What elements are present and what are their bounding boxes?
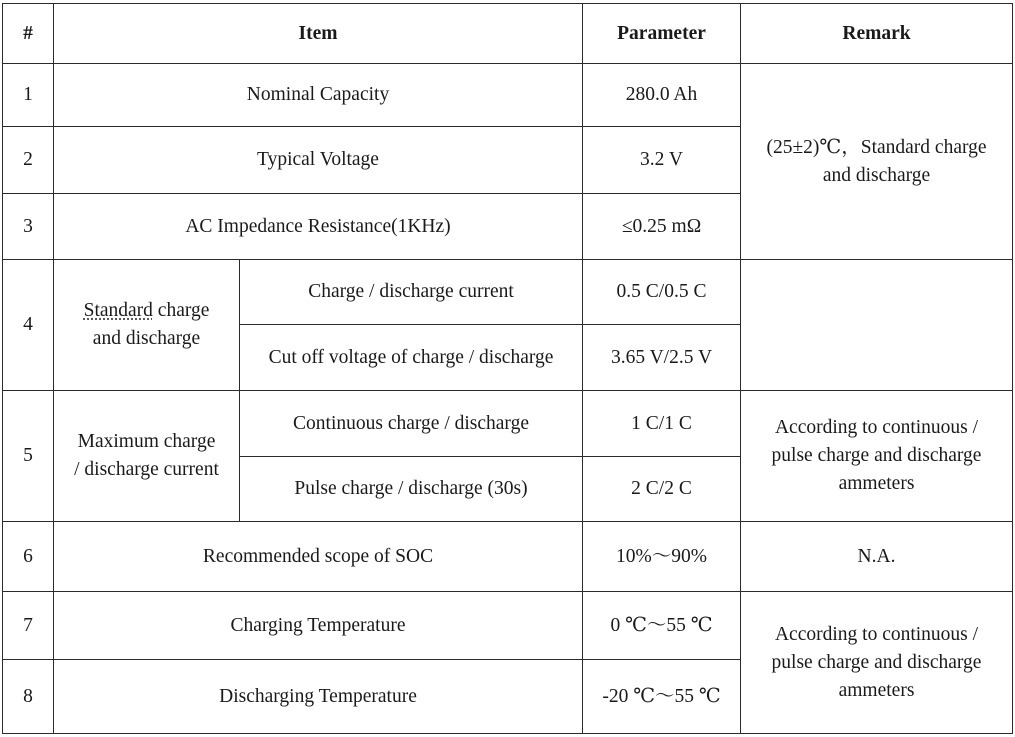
row-number: 8: [3, 660, 54, 734]
row-number: 4: [3, 260, 54, 391]
row-number: 1: [3, 64, 54, 127]
remark-line: and discharge: [822, 164, 931, 186]
group-item-cell: [54, 391, 240, 522]
table-row-6: [3, 522, 1013, 592]
specification-table: [2, 3, 1013, 734]
table-row-4a: [3, 260, 1013, 325]
remark-line: ammeters: [838, 679, 915, 701]
group-label: / discharge current: [74, 459, 219, 480]
header-parameter: Parameter: [583, 4, 741, 64]
table-row-7: [3, 592, 1013, 660]
remark-cell-row-4: [741, 260, 1013, 391]
item-cell: Charging Temperature: [54, 592, 583, 660]
group-label: charge: [152, 300, 210, 321]
row-number: 7: [3, 592, 54, 660]
remark-line: pulse charge and discharge: [771, 651, 982, 673]
row-number: 6: [3, 522, 54, 592]
sub-item-cell: Pulse charge / discharge (30s): [240, 457, 583, 522]
parameter-cell: -20 ℃～55 ℃: [583, 660, 741, 734]
header-remark: Remark: [741, 4, 1013, 64]
parameter-cell: 0.5 C/0.5 C: [583, 260, 741, 325]
item-cell: Recommended scope of SOC: [54, 522, 583, 592]
header-num: #: [3, 4, 54, 64]
group-label: Maximum charge: [77, 431, 216, 452]
group-label: and discharge: [92, 328, 201, 349]
header-row: [3, 4, 1013, 64]
sub-item-cell: Continuous charge / discharge: [240, 391, 583, 457]
group-item-cell: [54, 260, 240, 391]
parameter-cell: 10%～90%: [583, 522, 741, 592]
parameter-cell: 3.2 V: [583, 127, 741, 194]
remark-line: pulse charge and discharge: [771, 445, 982, 466]
row-number: 5: [3, 391, 54, 522]
parameter-cell: 2 C/2 C: [583, 457, 741, 522]
item-cell: Nominal Capacity: [54, 64, 583, 127]
row-number: 3: [3, 194, 54, 260]
row-number: 2: [3, 127, 54, 194]
parameter-cell: 280.0 Ah: [583, 64, 741, 127]
remark-line: ammeters: [838, 473, 915, 494]
parameter-cell: 1 C/1 C: [583, 391, 741, 457]
remark-line: According to continuous /: [774, 623, 979, 645]
sub-item-cell: Charge / discharge current: [240, 260, 583, 325]
item-cell: AC Impedance Resistance(1KHz): [54, 194, 583, 260]
table-row-5a: [3, 391, 1013, 457]
remark-cell-row-6: N.A.: [741, 522, 1013, 592]
group-label-underlined: Standard: [83, 300, 153, 321]
parameter-cell: 3.65 V/2.5 V: [583, 325, 741, 391]
sub-item-cell: Cut off voltage of charge / discharge: [240, 325, 583, 391]
table-row-1: [3, 64, 1013, 127]
parameter-cell: ≤0.25 mΩ: [583, 194, 741, 260]
remark-cell-rows-1-3: [741, 64, 1013, 260]
remark-line: (25±2)℃，Standard charge: [766, 136, 987, 158]
remark-line: According to continuous /: [774, 417, 979, 438]
remark-cell-row-5: [741, 391, 1013, 522]
header-item: Item: [54, 4, 583, 64]
item-cell: Typical Voltage: [54, 127, 583, 194]
parameter-cell: 0 ℃～55 ℃: [583, 592, 741, 660]
remark-cell-rows-7-8: [741, 592, 1013, 734]
item-cell: Discharging Temperature: [54, 660, 583, 734]
